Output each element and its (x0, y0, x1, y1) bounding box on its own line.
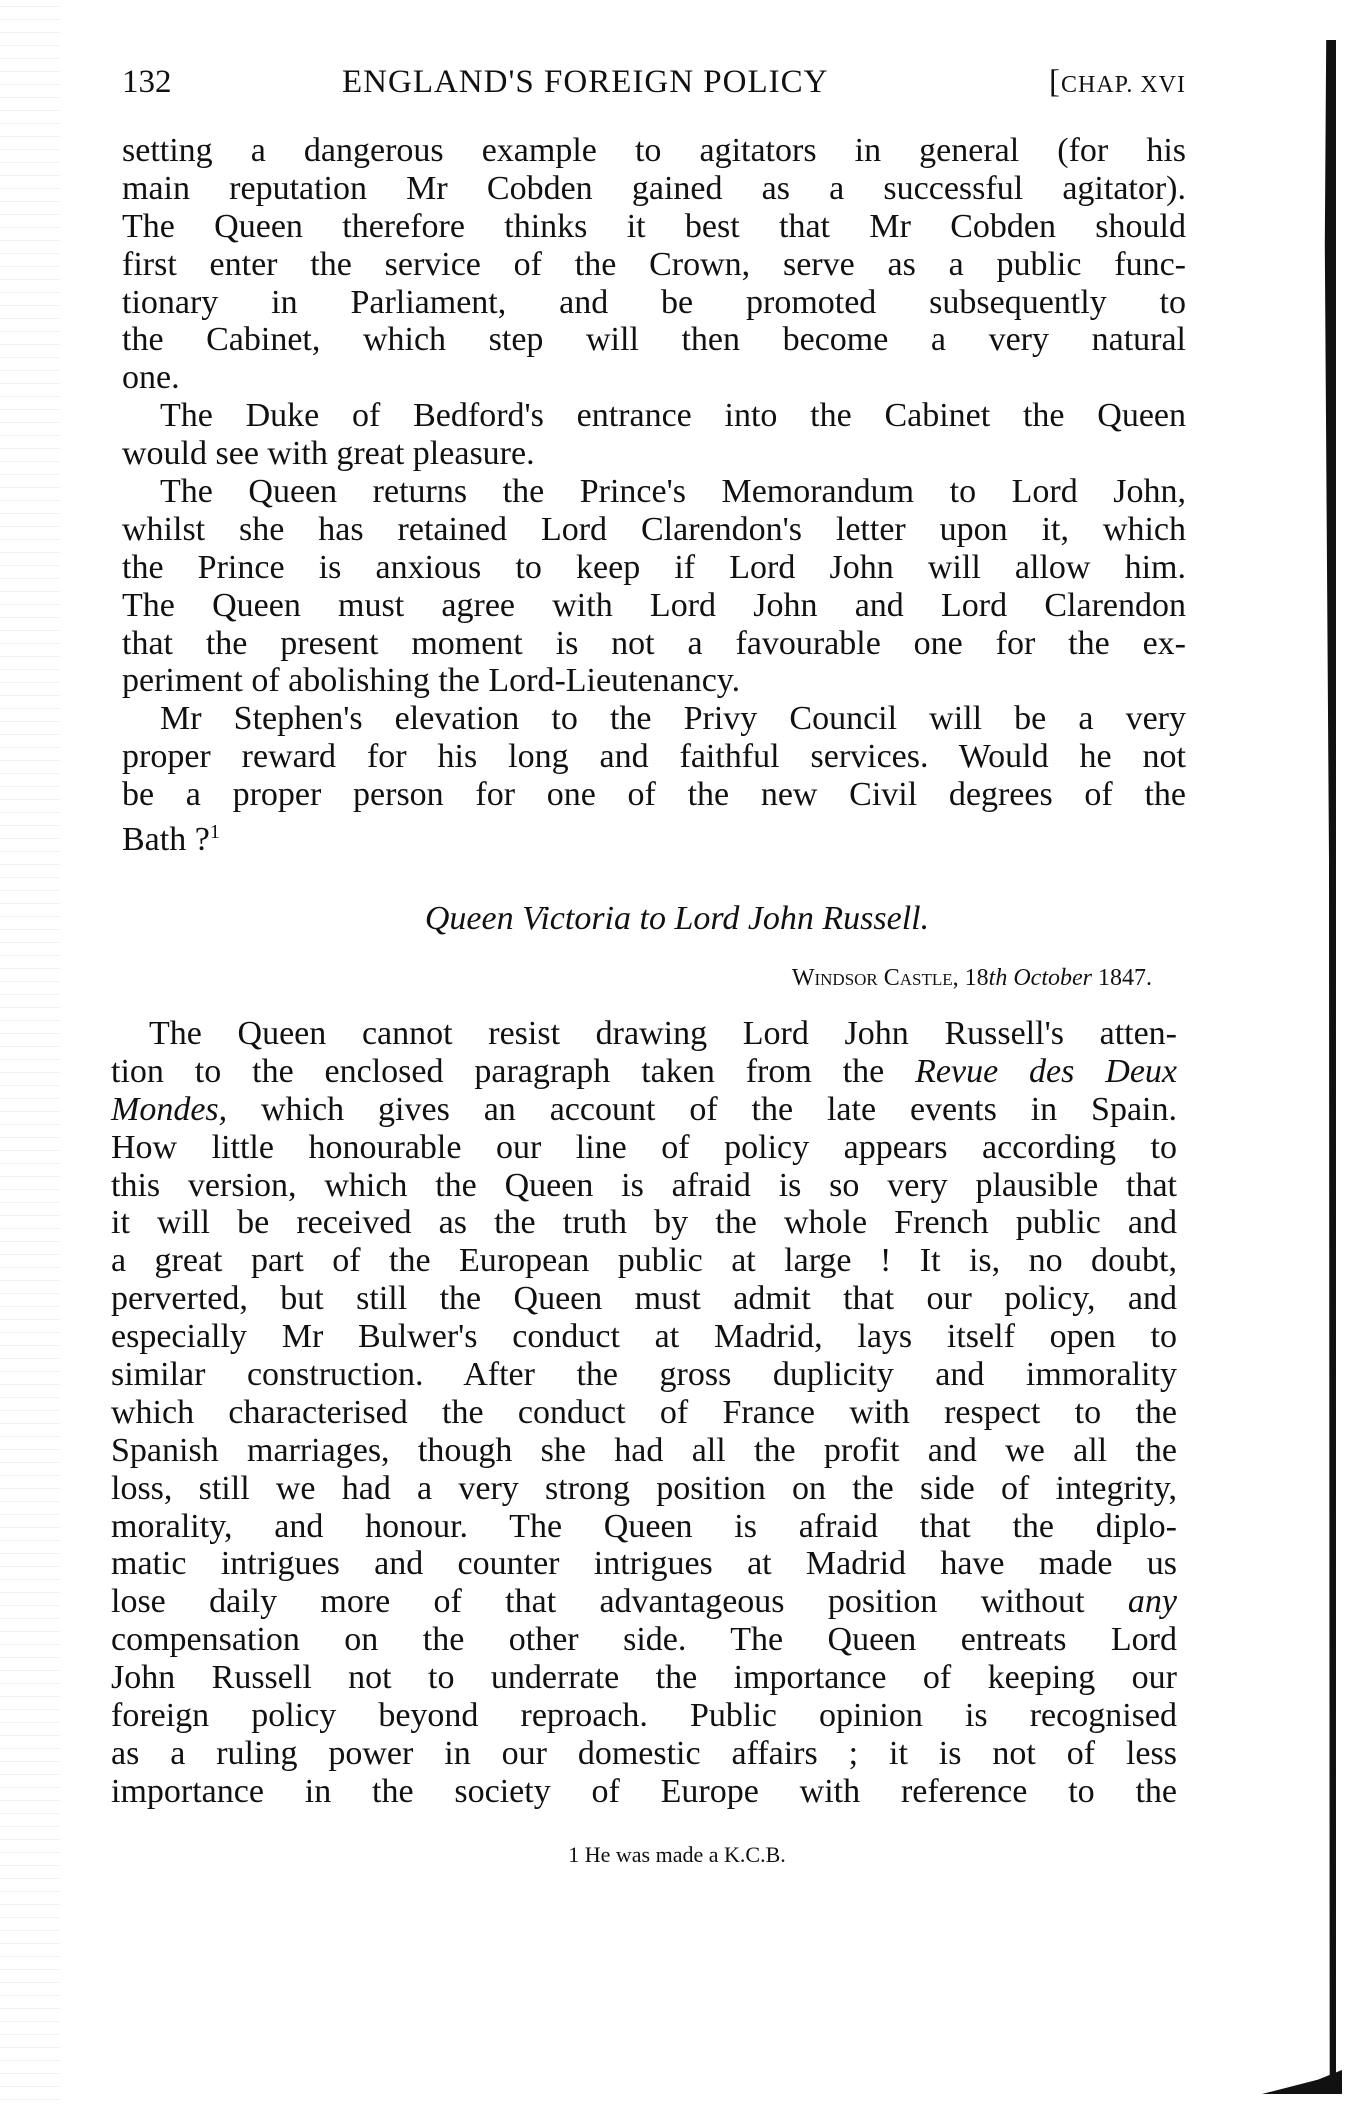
text-line (122, 776, 1186, 814)
text-run: loss, still we had a very strong position on the side of integrity, (111, 1469, 1177, 1507)
text-run: tionary in Parliament, and be promoted subsequently to (122, 283, 1186, 321)
text-run: perverted, but still the Queen must admit that our policy, and (111, 1280, 1177, 1318)
text-run: morality, and honour. The Queen is afraid that the diplo- (111, 1507, 1177, 1545)
text-line (111, 1583, 1177, 1621)
running-header (122, 64, 1186, 104)
dateline-day: 18 (964, 965, 989, 991)
text-run: which characterised the conduct of France with respect to the (111, 1393, 1177, 1431)
italic-text: any (1127, 1583, 1177, 1621)
text-run: The Queen must agree with Lord John and Lord Clarendon (122, 586, 1186, 624)
text-line (111, 1053, 1177, 1091)
text-line (111, 1545, 1177, 1583)
text-line (122, 321, 1186, 359)
text-run: foreign policy beyond reproach. Public opinion is recognised (111, 1697, 1177, 1735)
text-run: lose daily more of that advantageous position without (111, 1583, 1128, 1621)
text-line (111, 1129, 1177, 1167)
text-line (122, 208, 1186, 246)
text-run: be a proper person for one of the new Civil degrees of the (122, 776, 1186, 814)
text-line (122, 549, 1186, 587)
text-run: that the present moment is not a favourable one for the ex- (122, 624, 1186, 662)
text-run: periment of abolishing the Lord-Lieutenancy. (122, 662, 741, 700)
text-line (122, 473, 1186, 511)
running-title: ENGLAND'S FOREIGN POLICY (342, 64, 829, 100)
text-line (111, 1015, 1177, 1053)
text-line (122, 662, 1186, 700)
book-spine-edge (1322, 40, 1336, 2090)
letter-dateline (792, 965, 1152, 992)
text-line (122, 587, 1186, 625)
text-line (122, 132, 1186, 170)
text-run: Spanish marriages, though she had all the profit and we all the (111, 1431, 1177, 1469)
text-line (122, 246, 1186, 284)
text-line (111, 1773, 1177, 1811)
dateline-month: October (1013, 965, 1092, 991)
text-line (111, 1432, 1177, 1470)
text-run: The Duke of Bedford's entrance into the Cabinet the Queen (160, 397, 1186, 435)
text-run: John Russell not to underrate the importance of keeping our (111, 1659, 1177, 1697)
text-line (111, 1470, 1177, 1508)
chapter-bracket: [ (1048, 64, 1061, 100)
text-line (111, 1697, 1177, 1735)
text-line (111, 1621, 1177, 1659)
text-run: importance in the society of Europe with reference to the (111, 1772, 1177, 1810)
text-run: a great part of the European public at large ! It is, no doubt, (111, 1242, 1177, 1280)
dateline-year: 1847. (1098, 965, 1152, 991)
dateline-day-suffix: th (988, 965, 1008, 991)
text-run: How little honourable our line of policy appears according to (111, 1128, 1177, 1166)
text-run: especially Mr Bulwer's conduct at Madrid, lays itself open to (111, 1318, 1177, 1356)
dateline-place: Windsor Castle, (791, 965, 959, 991)
text-run: first enter the service of the Crown, serve as a public func- (122, 245, 1186, 283)
body-text-continued (122, 132, 1186, 859)
text-run: the Cabinet, which step will then become a very natural (122, 321, 1186, 359)
text-line (111, 1356, 1177, 1394)
text-line (111, 1659, 1177, 1697)
text-line (111, 1167, 1177, 1205)
text-run: it will be received as the truth by the whole French public and (111, 1204, 1177, 1242)
text-line (122, 435, 1186, 473)
letter-body (111, 1015, 1177, 1811)
text-run: one. (122, 359, 180, 397)
text-line (122, 170, 1186, 208)
text-run: matic intrigues and counter intrigues at Madrid have made us (111, 1545, 1177, 1583)
text-line (122, 814, 1186, 859)
text-run: The Queen cannot resist drawing Lord John Russell's atten- (149, 1015, 1177, 1052)
text-run: Mr Stephen's elevation to the Privy Council will be a very (160, 700, 1186, 738)
text-run: which gives an account of the late events in Spain. (227, 1090, 1177, 1128)
letter-heading: Queen Victoria to Lord John Russell. (424, 900, 930, 937)
text-run: the Prince is anxious to keep if Lord John will allow him. (122, 548, 1186, 586)
text-line (122, 625, 1186, 663)
chapter-label (1049, 64, 1186, 101)
text-line (111, 1091, 1177, 1129)
text-line (111, 1204, 1177, 1242)
footnote-text: He was made a K.C.B. (584, 1842, 786, 1867)
italic-text: Mondes, (111, 1090, 228, 1128)
text-line (111, 1735, 1177, 1773)
text-line (122, 738, 1186, 776)
text-run: Bath ? (122, 821, 210, 859)
text-line (122, 284, 1186, 322)
text-run: The Queen therefore thinks it best that Mr Cobden should (122, 207, 1186, 245)
text-line (111, 1508, 1177, 1546)
footnote-reference: 1 (209, 821, 220, 844)
text-line (111, 1242, 1177, 1280)
text-line (122, 397, 1186, 435)
text-line (122, 511, 1186, 549)
text-run: as a ruling power in our domestic affairs ; it is not of less (111, 1734, 1177, 1772)
scan-margin-noise (0, 0, 60, 2109)
text-line (122, 700, 1186, 738)
text-line (111, 1394, 1177, 1432)
footnote (0, 1842, 1354, 1868)
text-line (111, 1318, 1177, 1356)
text-run: main reputation Mr Cobden gained as a successful agitator). (122, 169, 1186, 207)
footnote-mark: 1 (568, 1842, 580, 1867)
chapter-number: CHAP. XVI (1060, 72, 1186, 98)
text-run: proper reward for his long and faithful services. Would he not (122, 738, 1186, 776)
italic-text: Revue des Deux (915, 1052, 1178, 1090)
text-run: tion to the enclosed paragraph taken from the (111, 1052, 916, 1090)
text-run: this version, which the Queen is afraid is so very plausible that (111, 1166, 1177, 1204)
text-run: setting a dangerous example to agitators in general (for his (122, 132, 1186, 169)
text-run: would see with great pleasure. (122, 435, 535, 473)
page-number: 132 (122, 64, 172, 100)
text-run: similar construction. After the gross duplicity and immorality (111, 1356, 1177, 1394)
text-run: compensation on the other side. The Queen entreats Lord (111, 1621, 1177, 1659)
text-line (122, 359, 1186, 397)
text-run: The Queen returns the Prince's Memorandum to Lord John, (160, 473, 1186, 511)
text-run: whilst she has retained Lord Clarendon's letter upon it, which (122, 510, 1186, 548)
text-line (111, 1280, 1177, 1318)
